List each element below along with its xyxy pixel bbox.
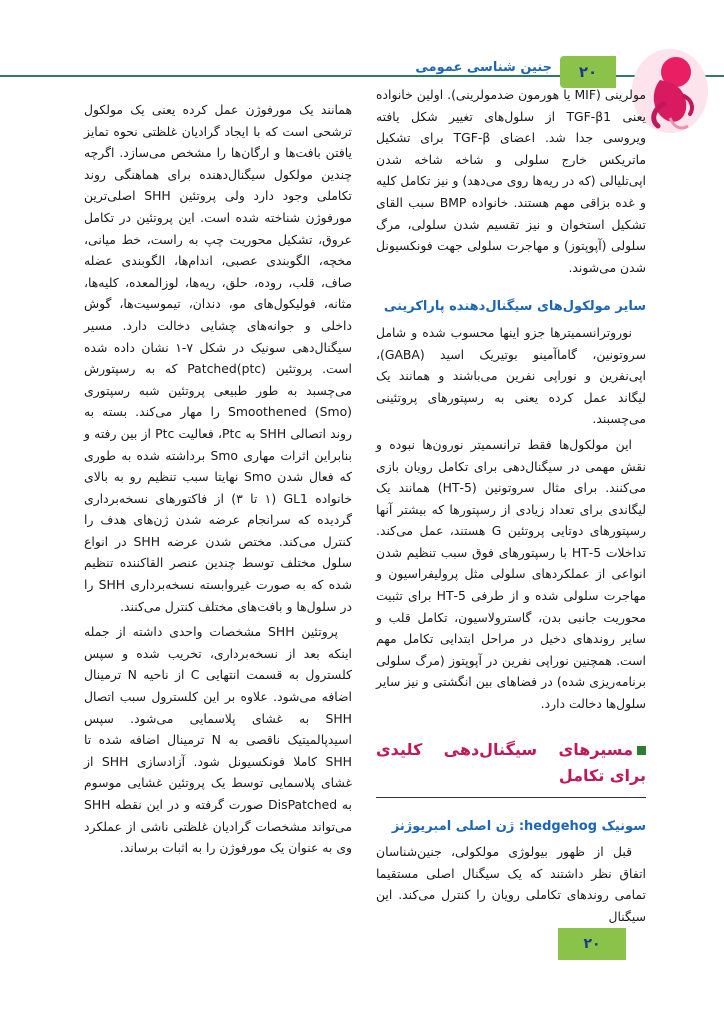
section-heading-text: مسیرهای سیگنال‌دهی کلیدی برای تکامل xyxy=(376,739,646,785)
right-paragraph-3: این مولکول‌ها فقط ترانسمیتر نورون‌ها نبوده و نقش مهمی در سیگنال‌دهی برای تکامل رویان بازی می‌کنند. برای مثال سروتونین (5-HT) همانند یک لیگاندی برای تعداد زیادی از رسپتورها که بیشتر آنها رسپتورهای دوتایی پروتئین G هستند، عمل می‌کند. تداخلات 5-HT با رسپتورهای فوق سبب تنظیم شدن انواعی از عملکردهای سلولی مثل پرولیفراسیون و مهاجرت سلولی شده و از طرفی 5-HT برای تثبیت محوریت جانبی بدن، گاسترولاسیون، تکامل قلب و سایر روندهای دخیل در مراحل ابتدایی تکامل مهم است. همچنین نوراپی نفرین در آپوپتوز (مرگ سلولی برنامه‌ریزی شده) در فضاهای بین انگشتی و نیز سایر سلول‌ها دخالت دارد. xyxy=(376,436,647,712)
right-paragraph-4: قبل از ظهور بیولوژی مولکولی، جنین‌شناسان اتفاق نظر داشتند که یک سیگنال اصلی مستقیما تمامی روندهای تکاملی رویان را کنترل می‌کند. این سیگنال xyxy=(376,844,646,924)
left-column xyxy=(84,99,352,863)
subheading-paracrine: سایر مولکول‌های سیگنال‌دهنده پاراکرینی xyxy=(383,299,646,315)
header-book-title: جنین شناسی عمومی xyxy=(415,60,552,75)
bullet-square-icon xyxy=(637,746,646,755)
left-paragraph-2: پروتئین SHH مشخصات واحدی داشته از جمله اینکه بعد از نسخه‌برداری، تخریب شده و سپس کلسترول به قسمت انتهایی C از ناحیه N ترمینال اضافه می‌شود. علاوه بر این کلسترول سبب اتصال SHH به غشای پلاسمایی می‌شود. سپس اسیدپالمیتیک ناقصی به N ترمینال اضافه شده تا SHH کاملا فونکسیونل شود. آزادسازی SHH از غشای پلاسمایی توسط یک پروتئین غشایی موسوم به DisPatched صورت گرفته و در این نقطه SHH می‌تواند مشخصات گرادیان غلظتی ناشی از عملکرد وی به عنوان یک مورفوژن را به اثبات برساند. xyxy=(84,624,352,856)
subheading-sonic-hedgehog: سونیک hedgehog: ژن اصلی امبریوژنز xyxy=(391,818,646,834)
header-page-number: ۲۰ xyxy=(578,63,598,81)
section-heading-signaling xyxy=(376,737,646,798)
left-paragraph-1: همانند یک مورفوژن عمل کرده یعنی یک مولکول ترشحی است که با ایجاد گرادیان غلظتی نحوه تمایز یافتن بافت‌ها و ارگان‌ها را مشخص می‌سازد. اگرچه چندین مولکول سیگنال‌دهنده برای هماهنگی روند تکاملی وجود دارد ولی پروتئین SHH اصلی‌ترین مورفوژن شناخته شده است. این پروتئین در تکامل عروق، تشکیل محوریت چپ به راست، خط میانی، مخچه، الگوبندی عصبی، اندام‌ها، الگوبندی عضله صاف، قلب، روده، حلق، ریه‌ها، لوزالمعده، کلیه‌ها، مثانه، فولیکول‌های مو، دندان، تیموسیت‌ها، گوش داخلی و جوانه‌های چشایی دخالت دارد. مسیر سیگنال‌دهی سونیک در شکل ۷-۱ نشان داده شده است. پروتئین Patched(ptc) که به رسپتورش می‌چسبد به طور طبیعی پروتئین شبه رسپتوری Smoothened (Smo) را مهار می‌کند. بسته به روند اتصالی SHH به Ptc، فعالیت Ptc از بین رفته و بنابراین اثرات مهاری Smo برداشته شده به طوری که فعال شدن Smo نهایتا سبب تنظیم رو به بالای خانواده GL1 (۱ تا ۳) از فاکتورهای نسخه‌برداری گردیده که سرانجام عرضه شدن ژن‌های هدف را کنترل می‌کند. مختص شدن عرضه SHH در انواع سلول مختلف توسط چندین عنصر القاکننده تنظیم شده که به صورت غیروابسته نسخه‌برداری SHH را در سلول‌ها و بافت‌های مختلف کنترل می‌کنند. xyxy=(84,102,353,614)
right-column xyxy=(376,84,646,932)
footer-page-number-box xyxy=(558,928,626,960)
right-paragraph-1: مولرینی (MIF یا هورمون ضدمولرینی). اولین خانواده یعنی TGF-β1 از سلول‌های تغییر شکل یافته ویروسی جدا شد. اعضای TGF-β برای تشکیل ماتریکس خارج سلولی و شاخه شاخه شدن اپی‌تلیالی (که در ریه‌ها روی می‌دهد) و نیز تکامل کلیه و غده بزاقی مهم هستند. خانواده BMP سبب القای تشکیل استخوان و نیز تقسیم شدن سلولی، مرگ سلولی (آپوپتوز) و مهاجرت سلولی جهت فونکسیونل شدن می‌شوند. xyxy=(376,87,646,275)
footer-page-number: ۲۰ xyxy=(583,936,601,952)
right-paragraph-2: نوروترانسمیترها جزو اینها محسوب شده و شامل سروتونین، گاماآمینو بوتیریک اسید (GABA)، اپی‌نفرین و نوراپی نفرین می‌باشند و همانند یک لیگاند عمل کرده یعنی به رسپتورهای پروتئینی می‌چسبند. xyxy=(376,324,646,427)
